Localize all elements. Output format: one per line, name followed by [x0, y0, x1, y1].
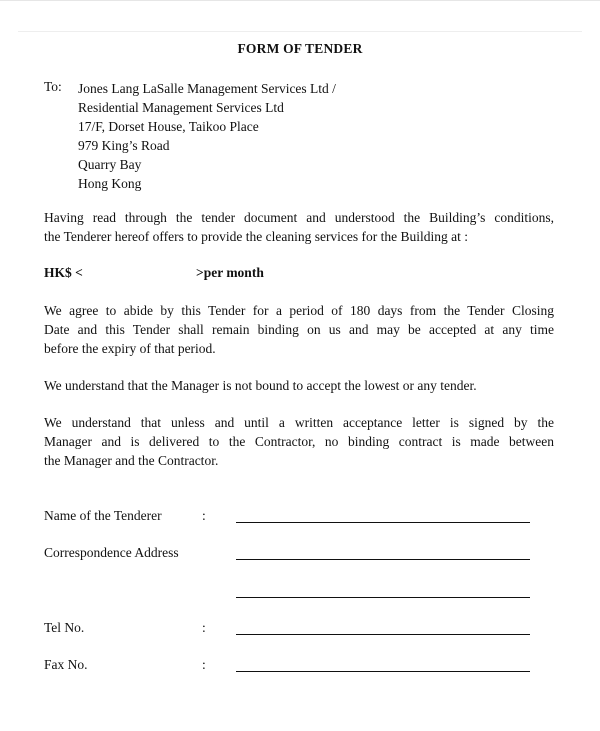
correspondence-address-line-2[interactable] — [236, 597, 530, 598]
contract-paragraph — [44, 413, 554, 470]
price-prefix: HK$ < — [44, 265, 83, 280]
field-colon: : — [202, 657, 206, 672]
validity-paragraph — [44, 301, 554, 358]
tenderer-name-line[interactable] — [236, 522, 530, 523]
address-line: Residential Management Services Ltd — [78, 100, 284, 115]
field-colon: : — [202, 508, 206, 523]
page-title: FORM OF TENDER — [237, 41, 363, 56]
validity-line: We agree to abide by this Tender for a period of 180 days from the Tender Closing — [44, 303, 554, 318]
validity-line: Date and this Tender shall remain binding on us and may be accepted at any time — [44, 322, 554, 337]
correspondence-address-line-1[interactable] — [236, 559, 530, 560]
to-label: To: — [44, 79, 62, 94]
fax-label: Fax No. — [44, 657, 88, 672]
contract-line: We understand that unless and until a written acceptance letter is signed by the — [44, 415, 554, 430]
validity-line: before the expiry of that period. — [44, 341, 216, 356]
price-suffix: >per month — [196, 265, 264, 280]
tel-label: Tel No. — [44, 620, 85, 635]
intro-paragraph — [44, 208, 554, 246]
address-line: 979 King’s Road — [78, 138, 170, 153]
intro-line: the Tenderer hereof offers to provide the cleaning services for the Building at : — [44, 229, 469, 244]
address-line: 17/F, Dorset House, Taikoo Place — [78, 119, 259, 134]
address-line: Hong Kong — [78, 176, 142, 191]
field-colon: : — [202, 620, 206, 635]
contract-line: Manager and is delivered to the Contractor, no binding contract is made between — [44, 434, 554, 449]
fax-line[interactable] — [236, 671, 530, 672]
contract-line: the Manager and the Contractor. — [44, 453, 219, 468]
correspondence-address-label: Correspondence Address — [44, 545, 179, 560]
tel-line[interactable] — [236, 634, 530, 635]
lowest-tender-paragraph — [44, 376, 554, 395]
lowest-tender-line: We understand that the Manager is not bound to accept the lowest or any tender. — [44, 378, 477, 393]
tenderer-name-label: Name of the Tenderer — [44, 508, 162, 523]
address-lines — [78, 79, 336, 193]
address-line: Quarry Bay — [78, 157, 142, 172]
address-line: Jones Lang LaSalle Management Services Ltd / — [78, 81, 336, 96]
intro-line: Having read through the tender document and understood the Building’s conditions, — [44, 210, 554, 225]
